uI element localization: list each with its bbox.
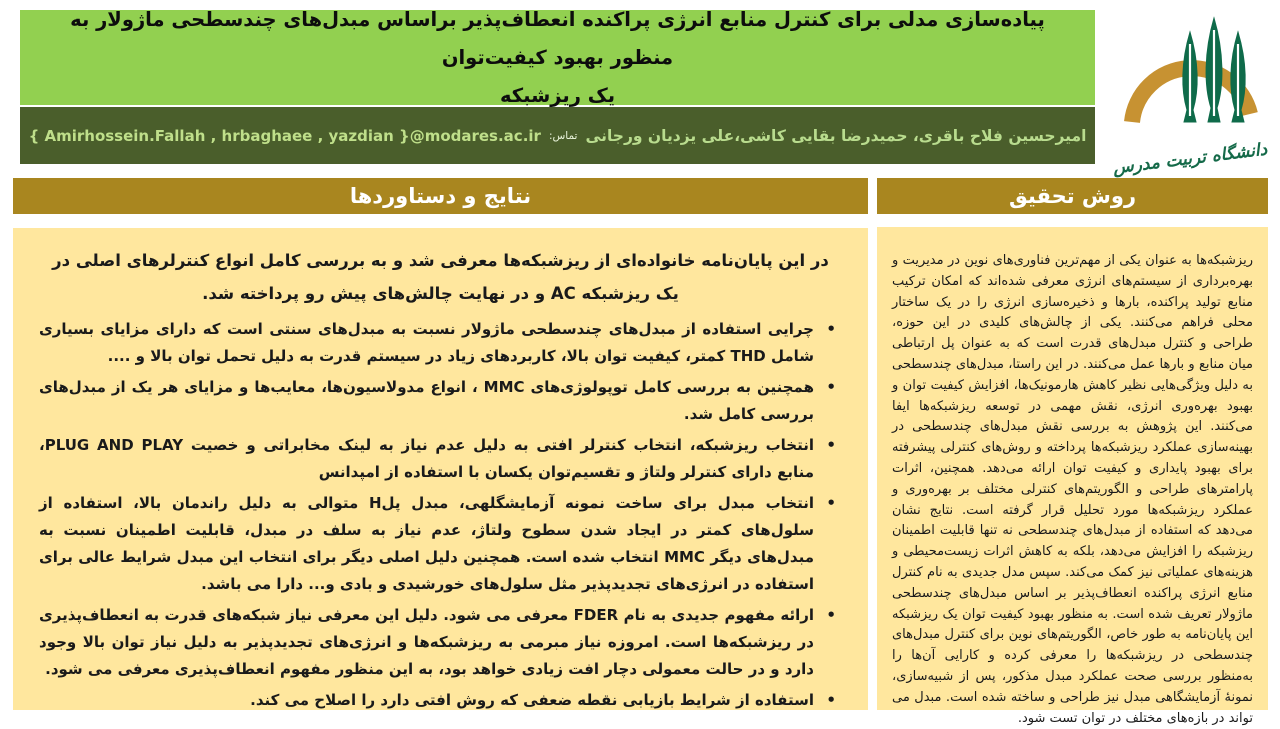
method-content-box bbox=[877, 227, 1268, 726]
contact-label: تماس: bbox=[548, 129, 578, 142]
university-logo bbox=[1100, 0, 1280, 179]
results-bullet-list bbox=[39, 316, 842, 714]
contact-emails: { Amirhossein.Fallah , hrbaghaee , yazdian }@modares.ac.ir bbox=[28, 126, 541, 145]
method-body-text: ریزشبکه‌ها به عنوان یکی از مهم‌ترین فناوری‌های نوین در مدیریت و بهره‌برداری از سیستم‌های انرژی معرفی شده‌اند که امکان ترکیب منابع تولید پراکنده، بارها و ذخیره‌سازی انرژی را در یک ساختار محلی فراهم می‌کنند. یکی از چالش‌های کلیدی در این حوزه، طراحی و کنترل مبدل‌های قدرت است که به عنوان پل ارتباطی میان منابع و بارها عمل می‌کنند. در این راستا، مبدل‌های چندسطحی به دلیل ویژگی‌هایی نظیر کاهش هارمونیک‌ها، افزایش کیفیت توان و بهبود بهره‌وری انرژی، نقش مهمی در توسعه ریزشبکه‌ها ایفا می‌کنند. این پژوهش به بررسی نقش مبدل‌های چندسطحی در بهینه‌سازی عملکرد ریزشبکه‌ها پرداخته و روش‌های کنترلی پیشرفته برای بهبود پایداری و کیفیت توان ارائه می‌دهد. همچنین، اثرات پارامترهای طراحی و الگوریتم‌های کنترلی مختلف بر بهره‌وری و عملکرد ریزشبکه‌ها مورد تحلیل قرار گرفته است. نتایج نشان می‌دهد که استفاده از مبدل‌های چندسطحی نه تنها قابلیت اطمینان ریزشبکه را افزایش می‌دهد، بلکه به کاهش اثرات زیست‌محیطی و هزینه‌های عملیاتی نیز کمک می‌کند. سپس مدل جدیدی به نام کنترل منابع انرژی پراکنده انعطاف‌پذیر بر اساس مبدل‌های چندسطحی ماژولار تعریف شده است. به منظور بهبود کیفیت توان یک ریزشبکه این پایان‌نامه به طور خاص، الگوریتم‌های نوین برای کنترل مبدل‌های چندسطحی در ریزشبکه‌ها را معرفی کرده و کارایی آن‌ها را به‌منظور بررسی صحت عملکرد مبدل مذکور، پس از شبیه‌سازی، نمونهٔ آزمایشگاهی مبدل نیز طراحی و ساخته شده است. مبدل می تواند در بازه‌های مختلف در توان تست شود. bbox=[892, 253, 1253, 726]
university-name: دانشگاه تربیت مدرس bbox=[1111, 139, 1269, 179]
results-content-box bbox=[13, 228, 868, 710]
results-bullet: • همچنین به بررسی کامل توپولوژی‌های MMC ، انواع مدولاسیون‌ها، معایب‌ها و مزایای هر یک از مبدل‌های بررسی کامل شد. bbox=[39, 374, 842, 428]
results-bullet: • استفاده از شرایط بازیابی نقطه ضعفی که روش افتی دارد را اصلاح می کند. bbox=[39, 687, 842, 714]
results-section-header bbox=[13, 178, 868, 214]
poster-title-line2: یک ریزشبکه bbox=[499, 83, 616, 107]
results-bullet: • انتخاب ریزشبکه، انتخاب کنترلر افتی به دلیل عدم نیاز به لینک مخابراتی و خصیت PLUG AND PLAY، منابع دارای کنترلر ولتاژ و تقسیم‌توان یکسان با استفاده از امپدانس bbox=[39, 432, 842, 486]
authors-bar bbox=[20, 107, 1095, 164]
method-section-header bbox=[877, 178, 1268, 214]
results-section-title: نتایج و دستاوردها bbox=[349, 184, 532, 208]
method-section-title: روش تحقیق bbox=[1008, 184, 1137, 208]
results-bullet: • انتخاب مبدل برای ساخت نمونه آزمایشگلهی، مبدل پلH متوالی به دلیل راندمان بالا، استفاده از سلول‌های کمتر در ایجاد شدن سطوح ولتاژ، عدم نیاز به سلف در مبدل، قابلیت اطمینان نسبت به مبدل‌های دیگر MMC انتخاب شده است. همچنین دلیل اصلی دیگر برای انتخاب این مبدل شرایط عالی برای استفاده در انرژی‌های تجدیدپذیر مثل سلول‌های خورشیدی و بادی و... دارا می باشد. bbox=[39, 490, 842, 598]
results-bullet: • ارائه مفهوم جدیدی به نام FDER معرفی می شود. دلیل این معرفی نیاز شبکه‌های قدرت به انعطاف‌پذیری در ریزشبکه‌ها است. امروزه نیاز مبرمی به ریزشبکه‌ها و انرژی‌های تجدیدپذیر به دلیل نیاز توان بالا وجود دارد و در حالت معمولی دچار افت زیادی خواهد بود، به این منظور مفهوم انعطاف‌پذیری معرفی می شود. bbox=[39, 602, 842, 683]
author-names: امیرحسین فلاح باقری، حمیدرضا بقایی کاشی،علی یزدیان ورجانی bbox=[585, 126, 1087, 145]
poster-title-bar bbox=[20, 7, 1095, 107]
poster-title-line1: پیاده‌سازی مدلی برای کنترل منابع انرژی پراکنده انعطاف‌پذیر براساس مبدل‌های چندسطحی ماژولار به منظور بهبود کیفیت‌توان bbox=[70, 7, 1045, 69]
results-bullet: • چرایی استفاده از مبدل‌های چندسطحی ماژولار نسبت به مبدل‌های سنتی است که دارای مزایای بسیاری شامل THD کمتر، کیفیت توان بالا، کاربردهای زیاد در سیستم قدرت به دلیل تحمل توان بالا و .... bbox=[39, 316, 842, 370]
results-intro: در این پایان‌نامه خانواده‌ای از ریزشبکه‌ها معرفی شد و به بررسی کامل انواع کنترلرهای اصلی در یک ریزشبکه AC و در نهایت چالش‌های پیش رو پرداخته شد. bbox=[52, 251, 829, 303]
